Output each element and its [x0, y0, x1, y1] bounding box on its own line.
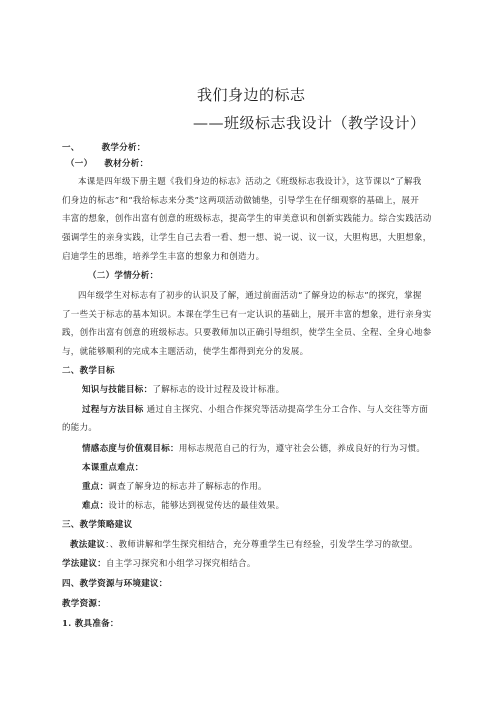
goal-text: 了解标志的设计过程及设计标准。: [152, 385, 285, 395]
goal-label: 知识与技能目标：: [82, 385, 153, 395]
section-2-heading: 二、教学目标: [62, 366, 115, 376]
section-3-heading: 三、教学策略建议: [62, 520, 133, 530]
resources-heading: 教学资源：: [62, 599, 107, 609]
paragraph-line: 四年级学生对标志有了初步的认识及了解，通过前面活动“了解身边的标志”的探究，掌握: [78, 291, 422, 301]
subsection-1-heading: [66, 158, 448, 170]
section-label: 教学分析：: [101, 143, 146, 153]
paragraph-line: 丰富的想象，创作出富有创意的班级标志，提高学生的审美意识和创新实践能力。综合实践活动: [62, 214, 432, 224]
paragraph-line: 践，创作出富有创意的班级标志。只要教师加以正确引导组织，使学生全员、全程、全身心地参: [62, 328, 432, 338]
paragraph-line: 们身边的标志”和“我给标志来分类”这两项活动做铺垫，引导学生在仔细观察的基础上，展开: [62, 196, 420, 206]
subsection-2-heading: （二）学情分析：: [88, 271, 159, 281]
strategy-learning: [62, 558, 444, 570]
strategy-text: 自主学习探究和小组学习探究相结合。: [106, 559, 256, 569]
strategy-text: ：、教师讲解和学生探究相结合，充分尊重学生已有经验，引发学生学习的欲望。: [105, 540, 418, 550]
subsection-label: 教材分析：: [104, 159, 149, 169]
key-label: 重点：: [82, 482, 109, 492]
paragraph-line: 本课是四年级下册主题《我们身边的标志》活动之《班级标志我设计》，这节课以“了解我: [78, 177, 422, 187]
key-points-heading: 本课重点难点：: [82, 463, 144, 473]
key-text: 调查了解身边的标志并了解标志的作用。: [108, 482, 267, 492]
key-text: 设计的标志，能够达到视觉传达的最佳效果。: [108, 501, 285, 511]
paragraph-line: 与，就能够顺利的完成本主题活动，使学生都得到充分的发展。: [62, 347, 309, 357]
document-title: 我们身边的标志: [197, 86, 306, 104]
paragraph-line: 了一些关于标志的基本知识。本课在学生已有一定认识的基础上，展开丰富的想象，进行亲身实: [62, 310, 432, 320]
strategy-teaching: [70, 539, 452, 551]
resources-item-1: 1. 教具准备：: [62, 619, 119, 629]
goal-attitude: [82, 443, 464, 455]
document-subtitle: ——班级标志我设计（教学设计）: [193, 114, 426, 132]
section-number: 一、: [62, 143, 80, 153]
goal-knowledge: [82, 384, 464, 396]
goal-process: [82, 404, 464, 416]
key-label: 难点：: [82, 501, 109, 511]
goal-text: 用标志规范自己的行为，遵守社会公德，养成良好的行为习惯。: [178, 444, 426, 454]
paragraph-line: 启迪学生的思维，培养学生丰富的想象力和创造力。: [62, 252, 265, 262]
subsection-number: （一）: [66, 159, 93, 169]
goal-label: 情感态度与价值观目标：: [82, 444, 179, 454]
strategy-label: 教法建议: [70, 540, 106, 550]
goal-label: 过程与方法目标: [82, 405, 144, 415]
goal-text: 通过自主探究、小组合作探究等活动提高学生分工合作、与人交往等方面: [143, 405, 429, 415]
key-point: [82, 481, 464, 493]
difficult-point: [82, 500, 464, 512]
paragraph-line: 的能力。: [62, 423, 98, 433]
section-1-heading: [62, 142, 444, 154]
strategy-label: 学法建议：: [62, 559, 107, 569]
section-4-heading: 四、教学资源与环境建议：: [62, 579, 168, 589]
paragraph-line: 强调学生的亲身实践，让学生自己去看一看、想一想、说一说、议一议，大胆构思，大胆想象，: [62, 233, 432, 243]
